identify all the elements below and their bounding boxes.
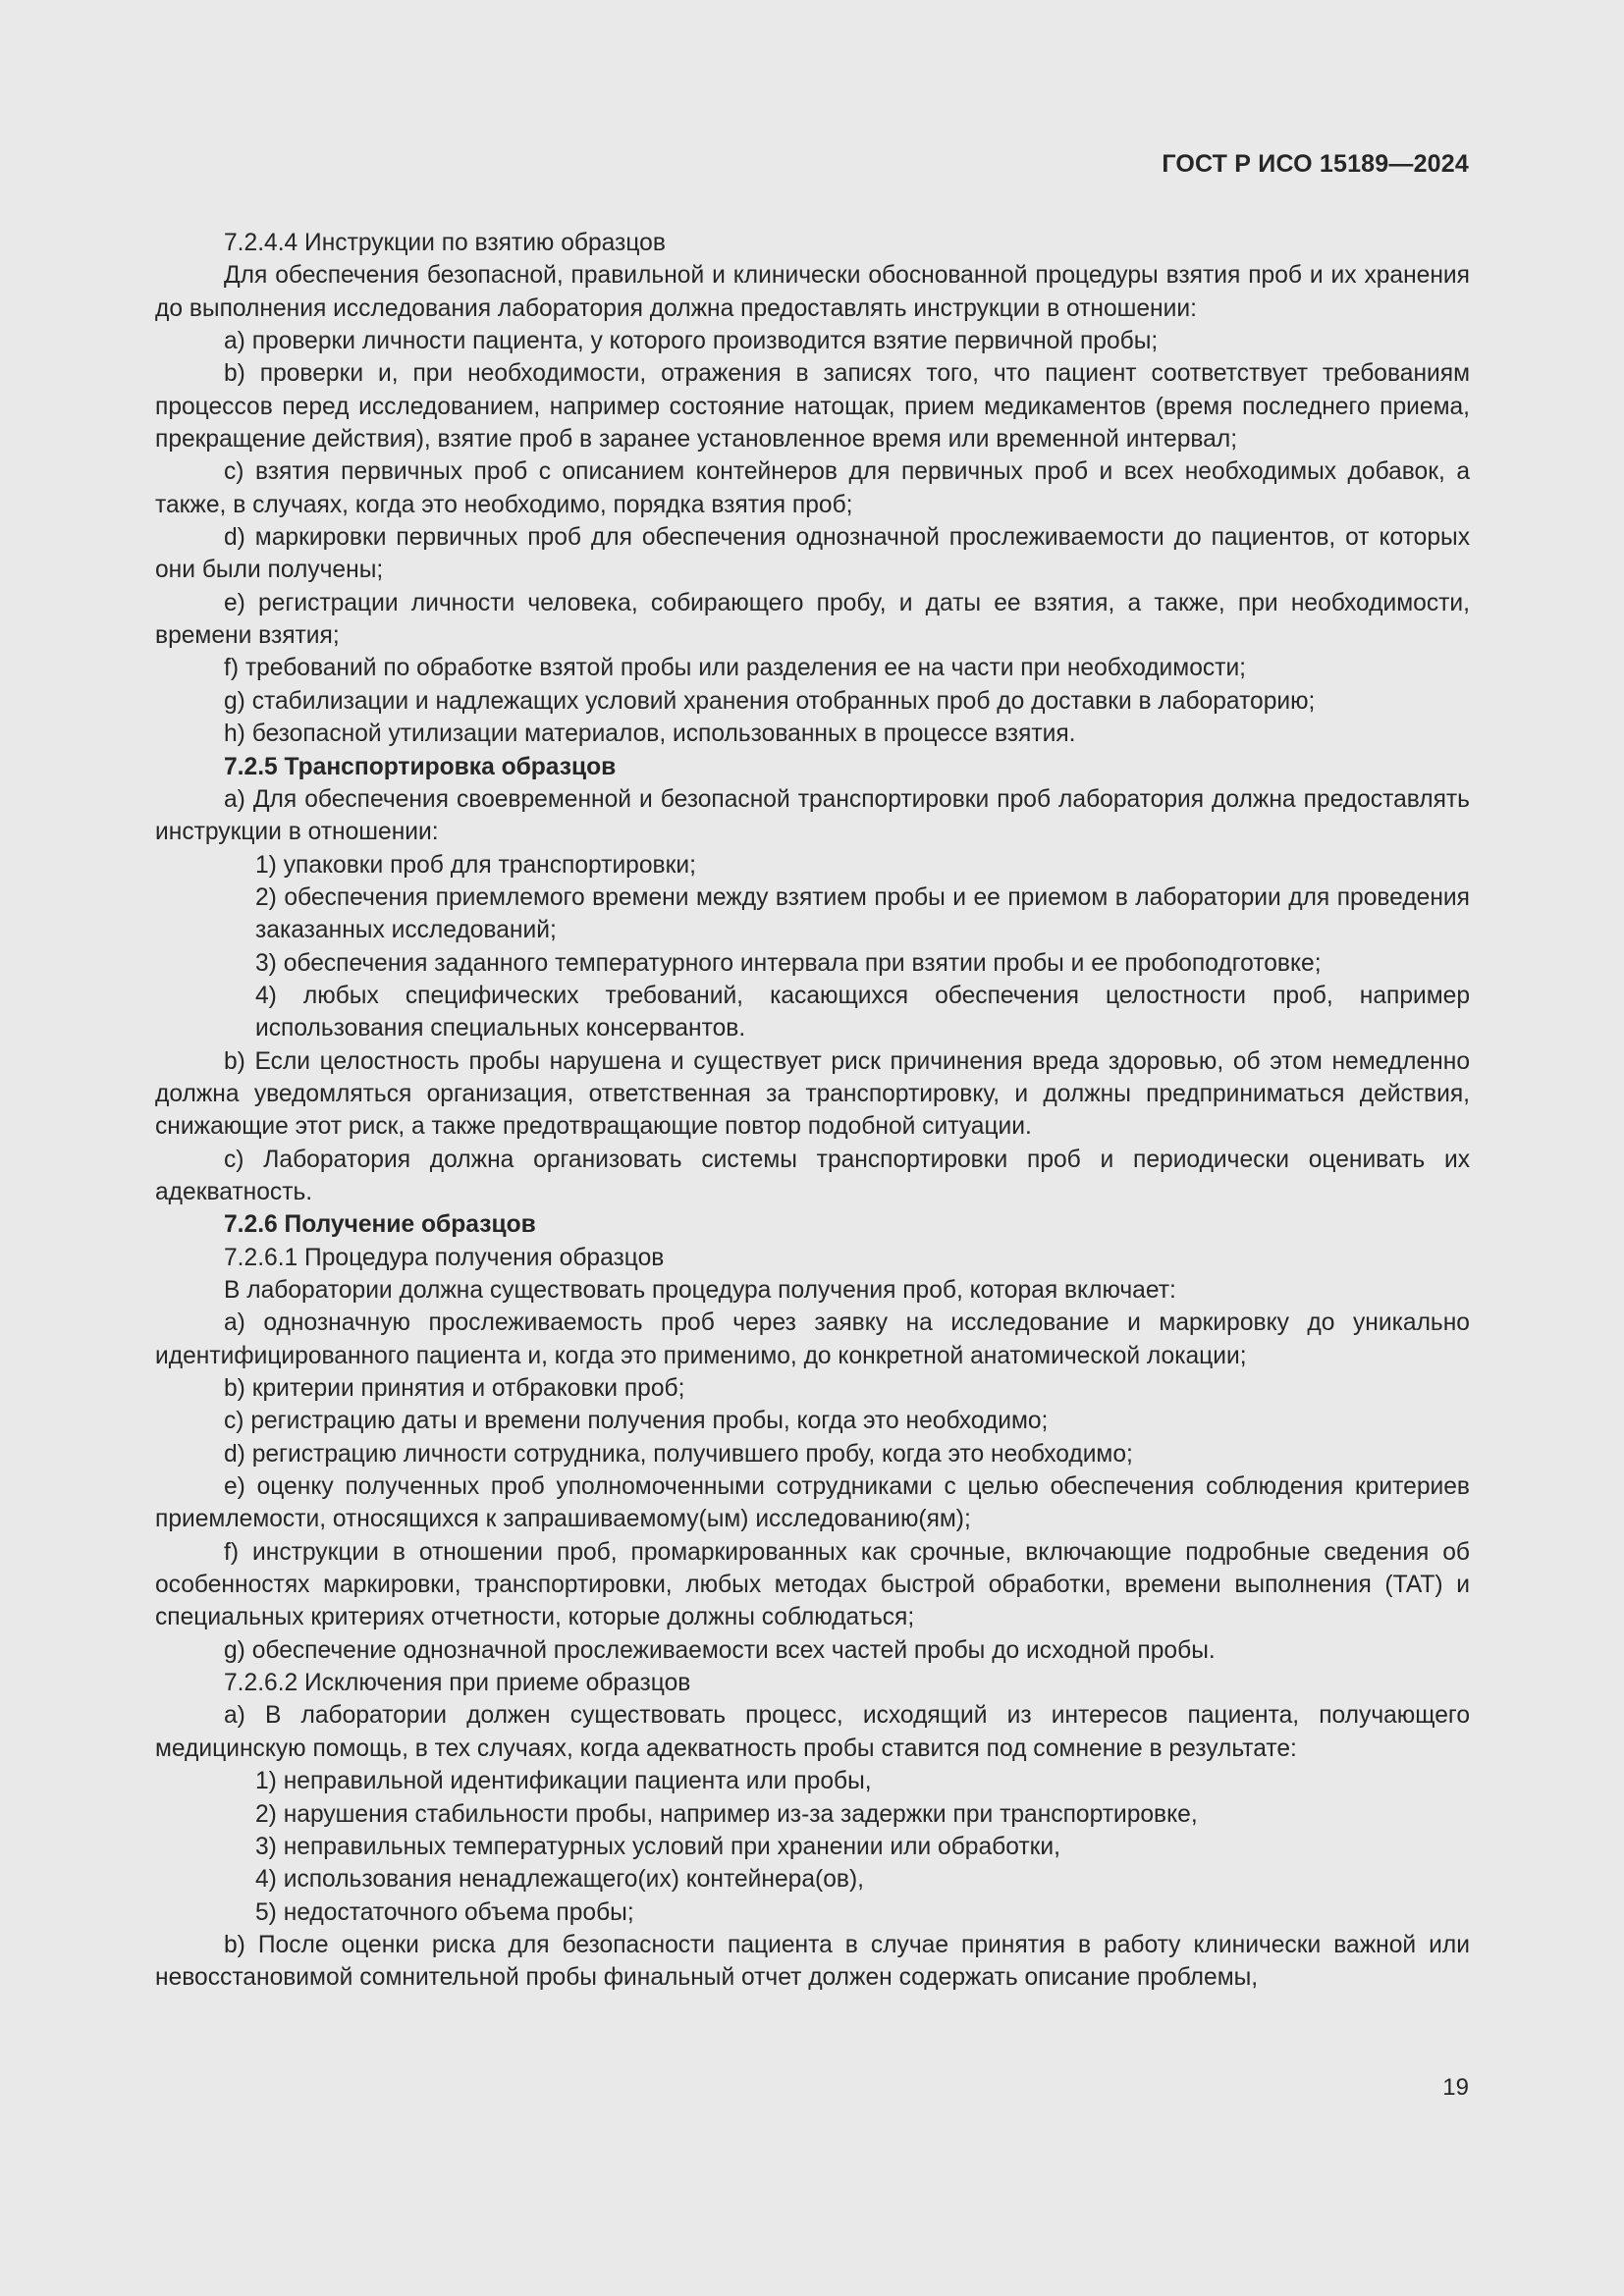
paragraph: f) инструкции в отношении проб, промаркированных как срочные, включающие подробные сведения об особенностях маркировки, транспортировки, любых методах быстрой обработки, времени выполнения (TAT) и специальных критериях отчетности, которые должны соблюдаться; — [155, 1538, 1470, 1631]
paragraph: f) требований по обработке взятой пробы или разделения ее на части при необходимости; — [224, 655, 1247, 682]
paragraph: c) регистрацию даты и времени получения пробы, когда это необходимо; — [224, 1408, 1049, 1435]
document-body — [155, 227, 1470, 1995]
sub-list-item: 4) любых специфических требований, касающихся обеспечения целостности проб, например использования специальных консервантов. — [255, 982, 1470, 1042]
paragraph: e) регистрации личности человека, собирающего пробу, и даты ее взятия, а также, при необходимости, времени взятия; — [155, 589, 1470, 650]
paragraph: d) регистрацию личности сотрудника, получившего пробу, когда это необходимо; — [224, 1440, 1133, 1468]
sub-list-item: 1) упаковки проб для транспортировки; — [255, 851, 696, 879]
paragraph: c) Лаборатория должна организовать системы транспортировки проб и периодически оценивать их адекватность. — [155, 1146, 1470, 1205]
sub-list-item: 5) недостаточного объема пробы; — [255, 1898, 634, 1926]
paragraph: 7.2.4.4 Инструкции по взятию образцов — [224, 230, 666, 256]
paragraph: g) обеспечение однозначной прослеживаемости всех частей пробы до исходной пробы. — [224, 1636, 1216, 1664]
paragraph: 7.2.6.2 Исключения при приеме образцов — [224, 1670, 691, 1697]
document-code-header: ГОСТ Р ИСО 15189—2024 — [1162, 150, 1469, 178]
paragraph: a) однозначную прослеживаемость проб через заявку на исследование и маркировку до уникально идентифицированного пациента и, когда это применимо, до конкретной анатомической локации; — [155, 1309, 1470, 1369]
sub-list-item: 3) обеспечения заданного температурного интервала при взятии пробы и ее пробоподготовке; — [255, 949, 1322, 977]
paragraph: a) проверки личности пациента, у которого производится взятие первичной пробы; — [224, 328, 1159, 355]
page-number: 19 — [1442, 2074, 1469, 2101]
paragraph: b) После оценки риска для безопасности пациента в случае принятия в работу клинически важной или невосстановимой сомнительной пробы финальный отчет должен содержать описание проблемы, — [155, 1931, 1470, 1992]
sub-list-item: 2) нарушения стабильности пробы, например из-за задержки при транспортировке, — [255, 1800, 1198, 1828]
paragraph: c) взятия первичных проб с описанием контейнеров для первичных проб и всех необходимых добавок, а также, в случаях, когда это необходимо, порядка взятия проб; — [155, 458, 1470, 518]
paragraph: e) оценку полученных проб уполномоченными сотрудниками с целью обеспечения соблюдения критериев приемлемости, относящихся к запрашиваемому(ым) исследованию(ям); — [155, 1473, 1470, 1533]
paragraph: b) проверки и, при необходимости, отражения в записях того, что пациент соответствует требованиям процессов перед исследованием, например состояние натощак, прием медикаментов (время последнего приема, прекращение действия), взятие проб в заранее установленное время или временной интервал; — [155, 360, 1470, 454]
paragraph: a) В лаборатории должен существовать процесс, исходящий из интересов пациента, получающего медицинскую помощь, в тех случаях, когда адекватность пробы ставится под сомнение в результате: — [155, 1702, 1470, 1762]
paragraph: h) безопасной утилизации материалов, использованных в процессе взятия. — [224, 721, 1076, 748]
sub-list-item: 4) использования ненадлежащего(их) контейнера(ов), — [255, 1866, 864, 1894]
section-heading: 7.2.5 Транспортировка образцов — [224, 753, 617, 780]
paragraph: g) стабилизации и надлежащих условий хранения отобранных проб до доставки в лабораторию; — [224, 687, 1316, 715]
sub-list-item: 3) неправильных температурных условий при хранении или обработки, — [255, 1833, 1060, 1860]
section-heading: 7.2.6 Получение образцов — [224, 1211, 536, 1239]
paragraph: a) Для обеспечения своевременной и безопасной транспортировки проб лаборатория должна предоставлять инструкции в отношении: — [155, 785, 1470, 846]
sub-list-item: 1) неправильной идентификации пациента или пробы, — [255, 1768, 872, 1795]
paragraph: b) Если целостность пробы нарушена и существует риск причинения вреда здоровью, об этом немедленно должна уведомляться организация, ответственная за транспортировку, и должны предприниматься действия, снижающие этот риск, а также предотвращающие повтор подобной ситуации. — [155, 1047, 1470, 1141]
paragraph: Для обеспечения безопасной, правильной и клинически обоснованной процедуры взятия проб и их хранения до выполнения исследования лаборатория должна предоставлять инструкции в отношении: — [155, 262, 1470, 322]
sub-list-item: 2) обеспечения приемлемого времени между взятием пробы и ее приемом в лаборатории для проведения заказанных исследований; — [255, 883, 1470, 944]
paragraph: b) критерии принятия и отбраковки проб; — [224, 1375, 685, 1403]
paragraph: 7.2.6.1 Процедура получения образцов — [224, 1244, 665, 1271]
paragraph: d) маркировки первичных проб для обеспечения однозначной прослеживаемости до пациентов, от которых они были получены; — [155, 524, 1470, 584]
paragraph: В лаборатории должна существовать процедура получения проб, которая включает: — [224, 1277, 1176, 1304]
